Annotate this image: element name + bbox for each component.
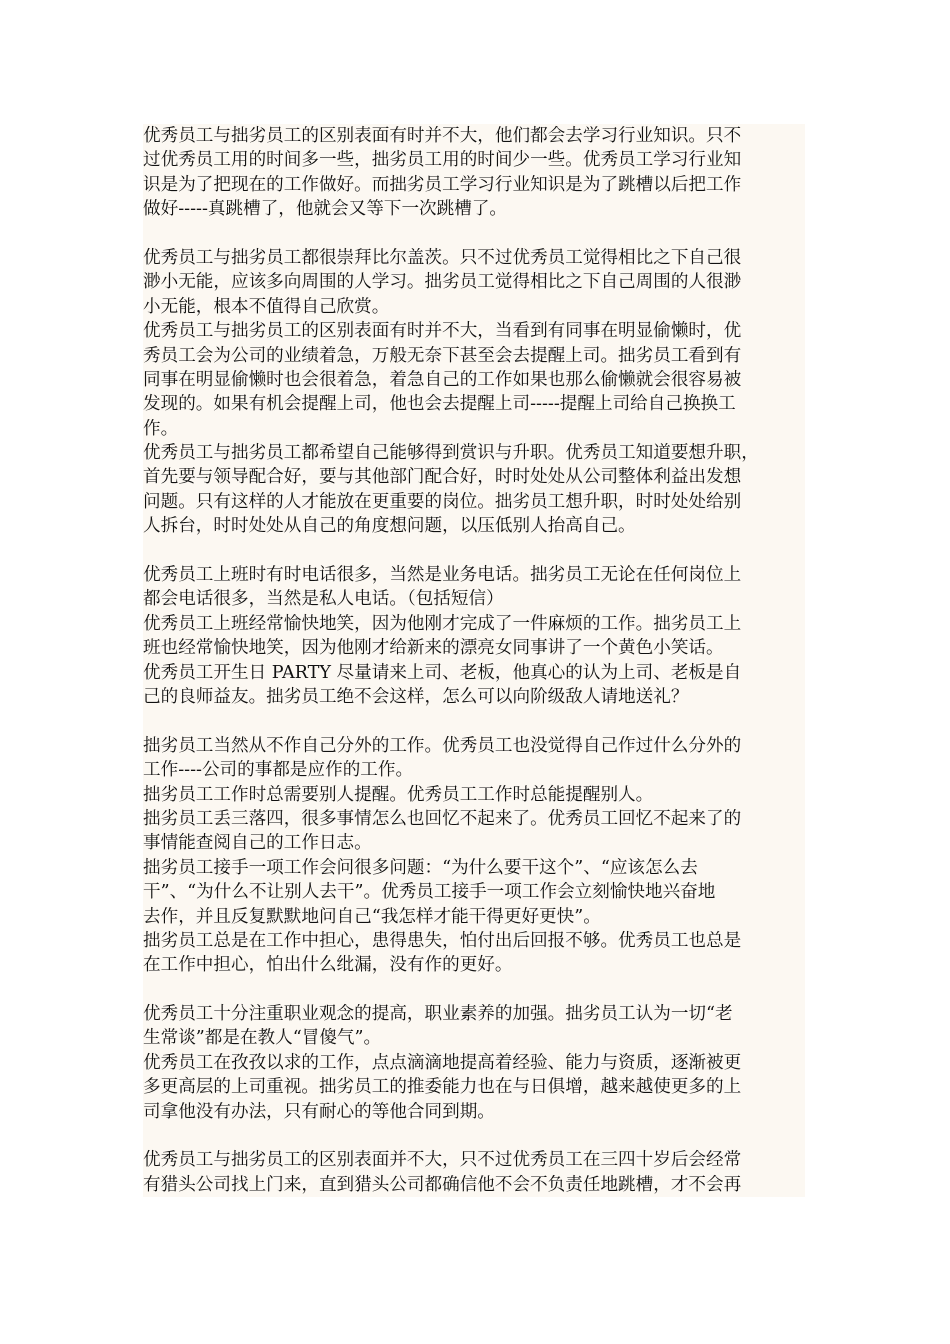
text-line: 拙劣员工工作时总需要别人提醒。优秀员工工作时总能提醒别人。	[143, 784, 654, 805]
text-line: 己的良师益友。拙劣员工绝不会这样，怎么可以向阶级敌人请地送礼？	[143, 686, 689, 707]
text-line: 拙劣员工总是在工作中担心，患得患失，怕付出后回报不够。优秀员工也总是	[143, 930, 742, 951]
paragraph-gap	[143, 709, 805, 733]
text-line: 过优秀员工用的时间多一些，拙劣员工用的时间少一些。优秀员工学习行业知	[143, 150, 742, 171]
text-line: 渺小无能，应该多向周围的人学习。拙劣员工觉得相比之下自己周围的人很渺	[143, 272, 742, 293]
text-line: 秀员工会为公司的业绩着急，万般无奈下甚至会去提醒上司。拙劣员工看到有	[143, 345, 742, 366]
text-line: 优秀员工开生日 PARTY 尽量请来上司、老板，他真心的认为上司、老板是自	[143, 662, 742, 683]
text-line: 拙劣员工当然从不作自己分外的工作。优秀员工也没觉得自己作过什么分外的	[143, 735, 742, 756]
text-line: 工作----公司的事都是应作的工作。	[143, 760, 414, 781]
text-line: 生常谈”都是在教人“冒傻气”。	[143, 1028, 382, 1049]
text-line: 优秀员工上班经常愉快地笑，因为他刚才完成了一件麻烦的工作。拙劣员工上	[143, 613, 742, 634]
document-body	[143, 124, 805, 1197]
text-line: 优秀员工与拙劣员工的区别表面有时并不大，他们都会去学习行业知识。只不	[143, 126, 742, 146]
paragraph-gap	[143, 978, 805, 1002]
text-line: 干”、“为什么不让别人去干”。优秀员工接手一项工作会立刻愉快地兴奋地	[143, 882, 716, 903]
text-line: 优秀员工与拙劣员工都很崇拜比尔盖茨。只不过优秀员工觉得相比之下自己很	[143, 247, 742, 268]
text-line: 做好-----真跳槽了，他就会又等下一次跳槽了。	[143, 199, 508, 220]
text-line: 司拿他没有办法，只有耐心的等他合同到期。	[143, 1101, 495, 1122]
text-line: 优秀员工与拙劣员工都希望自己能够得到赏识与升职。优秀员工知道要想升职，	[143, 443, 759, 464]
text-line: 都会电话很多，当然是私人电话。（包括短信）	[143, 589, 504, 610]
paragraph-gap	[143, 539, 805, 563]
paragraph-gap	[143, 1124, 805, 1148]
text-line: 在工作中担心，怕出什么纰漏，没有作的更好。	[143, 955, 513, 976]
text-line: 问题。只有这样的人才能放在更重要的岗位。拙劣员工想升职，时时处处给别	[143, 491, 742, 512]
text-line: 拙劣员工丢三落四，很多事情怎么也回忆不起来了。优秀员工回忆不起来了的	[143, 808, 742, 829]
text-line: 人拆台，时时处处从自己的角度想问题，以压低别人抬高自己。	[143, 516, 636, 537]
text-line: 多更高层的上司重视。拙劣员工的推委能力也在与日俱增，越来越使更多的上	[143, 1077, 742, 1098]
text-line: 作。	[143, 418, 179, 439]
text-line: 首先要与领导配合好，要与其他部门配合好，时时处处从公司整体利益出发想	[143, 467, 742, 488]
text-line: 发现的。如果有机会提醒上司，他也会去提醒上司-----提醒上司给自己换换工	[143, 394, 736, 415]
text-line: 班也经常愉快地笑，因为他刚才给新来的漂亮女同事讲了一个黄色小笑话。	[143, 638, 724, 659]
text-line: 优秀员工与拙劣员工的区别表面并不大，只不过优秀员工在三四十岁后会经常	[143, 1150, 742, 1171]
text-line: 优秀员工在孜孜以求的工作，点点滴滴地提高着经验、能力与资质，逐渐被更	[143, 1052, 742, 1073]
text-line: 识是为了把现在的工作做好。而拙劣员工学习行业知识是为了跳槽以后把工作	[143, 174, 742, 195]
text-line: 有猎头公司找上门来，直到猎头公司都确信他不会不负责任地跳槽，才不会再	[143, 1174, 742, 1195]
paragraph-gap	[143, 222, 805, 246]
text-line: 小无能，根本不值得自己欣赏。	[143, 296, 390, 317]
text-line: 优秀员工与拙劣员工的区别表面有时并不大，当看到有同事在明显偷懒时，优	[143, 321, 742, 342]
text-line: 同事在明显偷懒时也会很着急，着急自己的工作如果也那么偷懒就会很容易被	[143, 369, 742, 390]
text-line: 优秀员工上班时有时电话很多，当然是业务电话。拙劣员工无论在任何岗位上	[143, 565, 742, 586]
text-line: 优秀员工十分注重职业观念的提高，职业素养的加强。拙劣员工认为一切“老	[143, 1004, 733, 1025]
text-line: 事情能查阅自己的工作日志。	[143, 833, 372, 854]
text-line: 拙劣员工接手一项工作会问很多问题：“为什么要干这个”、“应该怎么去	[143, 857, 698, 878]
text-line: 去作，并且反复默默地问自己“我怎样才能干得更好更快”。	[143, 906, 601, 927]
